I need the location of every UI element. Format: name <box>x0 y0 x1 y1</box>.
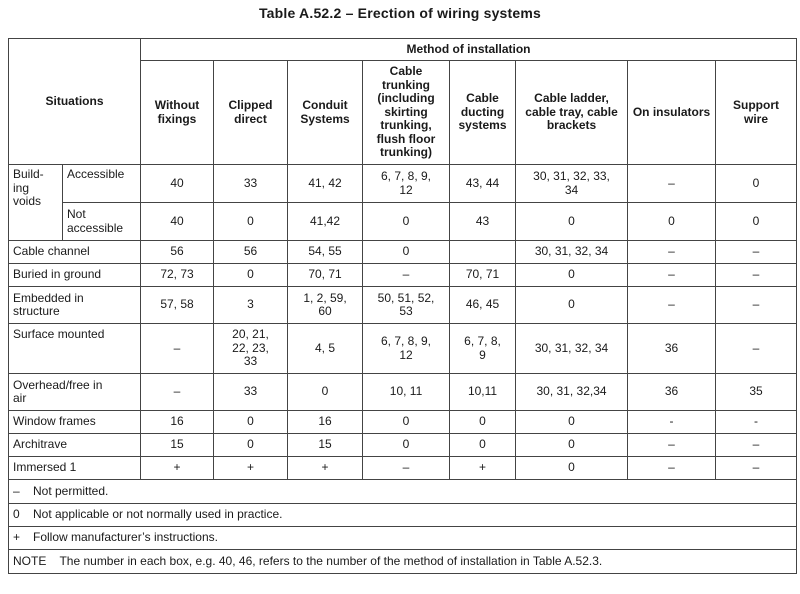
table-cell: 1, 2, 59, 60 <box>288 287 363 324</box>
table-cell: 56 <box>141 241 214 264</box>
table-cell: – <box>141 324 214 374</box>
table-row <box>9 411 797 434</box>
table-cell: 16 <box>288 411 363 434</box>
table-cell: 6, 7, 8, 9, 12 <box>363 324 450 374</box>
table-cell: 56 <box>214 241 288 264</box>
table-cell: - <box>716 411 797 434</box>
wiring-systems-table <box>8 38 797 574</box>
table-cell: 16 <box>141 411 214 434</box>
table-cell: – <box>716 241 797 264</box>
row-label: Overhead/free in air <box>9 374 141 411</box>
table-cell: – <box>628 434 716 457</box>
table-cell: 3 <box>214 287 288 324</box>
table-cell: 43, 44 <box>450 165 516 203</box>
table-cell: 10, 11 <box>363 374 450 411</box>
table-cell: 10,11 <box>450 374 516 411</box>
table-cell: 0 <box>628 203 716 241</box>
table-cell: 20, 21, 22, 23, 33 <box>214 324 288 374</box>
table-row <box>9 264 797 287</box>
situations-header: Situations <box>9 39 141 165</box>
row-label: Surface mounted <box>9 324 141 374</box>
table-cell: 0 <box>288 374 363 411</box>
row-label: Window frames <box>9 411 141 434</box>
table-cell: 4, 5 <box>288 324 363 374</box>
table-cell: 54, 55 <box>288 241 363 264</box>
legend-row <box>9 504 797 527</box>
column-header: On insulators <box>628 61 716 165</box>
table-cell: – <box>716 434 797 457</box>
column-header: Clipped direct <box>214 61 288 165</box>
row-label: Architrave <box>9 434 141 457</box>
table-cell: 40 <box>141 203 214 241</box>
table-cell: 0 <box>214 203 288 241</box>
row-label: Accessible <box>63 165 141 203</box>
table-cell: – <box>628 165 716 203</box>
row-label: Immersed 1 <box>9 457 141 480</box>
table-cell: 70, 71 <box>450 264 516 287</box>
table-cell: – <box>716 264 797 287</box>
table-row <box>9 324 797 374</box>
table-cell: 46, 45 <box>450 287 516 324</box>
column-header: Without fixings <box>141 61 214 165</box>
table-cell: 6, 7, 8, 9, 12 <box>363 165 450 203</box>
legend-row <box>9 527 797 550</box>
table-cell: – <box>628 457 716 480</box>
table-cell: – <box>716 324 797 374</box>
row-label: Embedded in structure <box>9 287 141 324</box>
table-cell: + <box>141 457 214 480</box>
table-row <box>9 434 797 457</box>
note-row <box>9 550 797 574</box>
column-header: Cable ducting systems <box>450 61 516 165</box>
table-row <box>9 165 797 203</box>
table-cell: – <box>628 287 716 324</box>
table-cell: 0 <box>450 434 516 457</box>
column-header: Cable ladder, cable tray, cable brackets <box>516 61 628 165</box>
table-row <box>9 287 797 324</box>
table-cell: – <box>141 374 214 411</box>
table-cell: 0 <box>516 411 628 434</box>
column-header: Conduit Systems <box>288 61 363 165</box>
row-label: Buried in ground <box>9 264 141 287</box>
table-cell: 0 <box>516 264 628 287</box>
table-cell: 0 <box>450 411 516 434</box>
table-cell: – <box>628 264 716 287</box>
table-row <box>9 374 797 411</box>
table-row <box>9 457 797 480</box>
table-cell: 70, 71 <box>288 264 363 287</box>
table-cell: + <box>288 457 363 480</box>
table-cell: 0 <box>214 264 288 287</box>
table-note: NOTE The number in each box, e.g. 40, 46, refers to the number of the method of installation in Table A.52.3. <box>9 550 797 574</box>
table-cell: 43 <box>450 203 516 241</box>
table-cell: 30, 31, 32,34 <box>516 374 628 411</box>
table-cell: 33 <box>214 165 288 203</box>
table-cell: 0 <box>363 203 450 241</box>
table-cell: 36 <box>628 374 716 411</box>
table-cell: – <box>628 241 716 264</box>
table-cell: – <box>716 457 797 480</box>
table-cell: 15 <box>288 434 363 457</box>
legend-row <box>9 480 797 504</box>
table-cell: 57, 58 <box>141 287 214 324</box>
table-cell: + <box>450 457 516 480</box>
table-cell: – <box>716 287 797 324</box>
table-cell: 72, 73 <box>141 264 214 287</box>
table-cell: 6, 7, 8, 9 <box>450 324 516 374</box>
legend-manufacturer: + Follow manufacturer’s instructions. <box>9 527 797 550</box>
table-cell: 0 <box>516 203 628 241</box>
table-cell: 0 <box>363 241 450 264</box>
table-row <box>9 241 797 264</box>
table-cell: - <box>628 411 716 434</box>
table-cell: 0 <box>214 411 288 434</box>
table-cell: 0 <box>516 287 628 324</box>
table-cell: 33 <box>214 374 288 411</box>
table-title: Table A.52.2 – Erection of wiring systems <box>258 5 542 21</box>
table-cell: – <box>363 264 450 287</box>
table-cell: 15 <box>141 434 214 457</box>
table-cell: 0 <box>363 434 450 457</box>
table-cell: 40 <box>141 165 214 203</box>
table-cell: 0 <box>516 457 628 480</box>
table-cell: 0 <box>716 203 797 241</box>
table-cell: 50, 51, 52, 53 <box>363 287 450 324</box>
table-cell: 0 <box>363 411 450 434</box>
table-cell <box>450 241 516 264</box>
table-cell: 41, 42 <box>288 165 363 203</box>
row-label: Cable channel <box>9 241 141 264</box>
column-header: Support wire <box>716 61 797 165</box>
table-cell: 0 <box>716 165 797 203</box>
table-cell: 30, 31, 32, 34 <box>516 324 628 374</box>
table-cell: 0 <box>516 434 628 457</box>
table-cell: + <box>214 457 288 480</box>
table-cell: 41,42 <box>288 203 363 241</box>
table-row <box>9 203 797 241</box>
row-label: Not accessible <box>63 203 141 241</box>
table-cell: 36 <box>628 324 716 374</box>
method-header: Method of installation <box>141 39 797 61</box>
column-header: Cable trunking (including skirting trunking, flush floor trunking) <box>363 61 450 165</box>
table-cell: 30, 31, 32, 33, 34 <box>516 165 628 203</box>
legend-not-applicable: 0 Not applicable or not normally used in practice. <box>9 504 797 527</box>
table-cell: 30, 31, 32, 34 <box>516 241 628 264</box>
row-label-building-voids: Build- ing voids <box>9 165 63 241</box>
table-cell: 0 <box>214 434 288 457</box>
table-cell: – <box>363 457 450 480</box>
legend-not-permitted: – Not permitted. <box>9 480 797 504</box>
table-cell: 35 <box>716 374 797 411</box>
